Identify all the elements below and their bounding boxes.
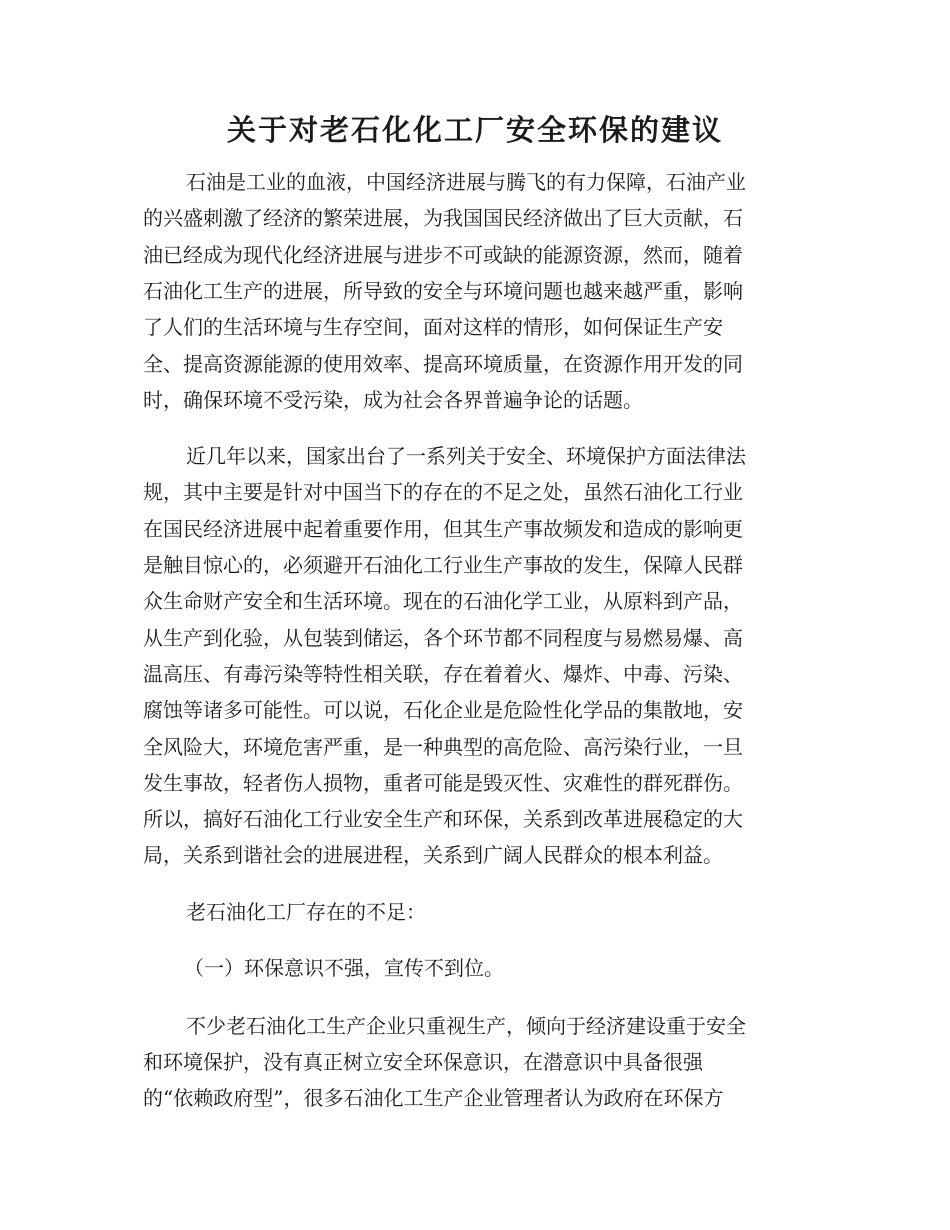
paragraph-line: 的“依赖政府型”，很多石油化工生产企业管理者认为政府在环保方	[143, 1086, 724, 1110]
paragraph-line: 不少老石油化工生产企业只重视生产，倾向于经济建设重于安全	[186, 1014, 746, 1038]
paragraph-line: 所以，搞好石油化工行业安全生产和环保，关系到改革进展稳定的大	[143, 807, 743, 831]
paragraph-line: 的兴盛刺激了经济的繁荣进展，为我国国民经济做出了巨大贡献，石	[143, 206, 743, 230]
paragraph-line: 发生事故，轻者伤人损物，重者可能是毁灭性、灾难性的群死群伤。	[143, 771, 743, 795]
section-heading: 老石油化工厂存在的不足：	[186, 900, 426, 924]
paragraph-line: 全风险大，环境危害严重，是一种典型的高危险、高污染行业，一旦	[143, 735, 743, 759]
document-title: 关于对老石化化工厂安全环保的建议	[226, 113, 723, 147]
paragraph-line: 时，确保环境不受污染，成为社会各界普遍争论的话题。	[143, 388, 643, 412]
paragraph-line: 是触目惊心的，必须避开石油化工行业生产事故的发生，保障人民群	[143, 553, 743, 577]
paragraph-line: 和环境保护，没有真正树立安全环保意识，在潜意识中具备很强	[143, 1050, 703, 1074]
paragraph-line: 了人们的生活环境与生存空间，面对这样的情形，如何保证生产安	[143, 315, 723, 339]
paragraph-line: 局，关系到谐社会的进展进程，关系到广阔人民群众的根本利益。	[143, 843, 723, 867]
paragraph-line: 从生产到化验，从包装到储运，各个环节都不同程度与易燃易爆、高	[143, 626, 743, 650]
paragraph-line: 油已经成为现代化经济进展与进步不可或缺的能源资源，然而，随着	[143, 243, 743, 267]
paragraph-line: 腐蚀等诸多可能性。可以说，石化企业是危险性化学品的集散地，安	[143, 698, 743, 722]
paragraph-line: 众生命财产安全和生活环境。现在的石油化学工业，从原料到产品，	[143, 589, 743, 613]
paragraph-line: 石油化工生产的进展，所导致的安全与环境问题也越来越严重，影响	[143, 279, 743, 303]
paragraph-line: 在国民经济进展中起着重要作用，但其生产事故频发和造成的影响更	[143, 517, 743, 541]
paragraph-line: 温高压、有毒污染等特性相关联，存在着着火、爆炸、中毒、污染、	[143, 662, 743, 686]
paragraph-line: 规，其中主要是针对中国当下的存在的不足之处，虽然石油化工行业	[143, 480, 743, 504]
paragraph-line: 石油是工业的血液，中国经济进展与腾飞的有力保障，石油产业	[186, 170, 746, 194]
paragraph-line: 近几年以来，国家出台了一系列关于安全、环境保护方面法律法	[186, 444, 746, 468]
paragraph-line: 全、提高资源能源的使用效率、提高环境质量，在资源作用开发的同	[143, 352, 743, 376]
section-subheading: （一）环保意识不强，宣传不到位。	[184, 956, 504, 980]
